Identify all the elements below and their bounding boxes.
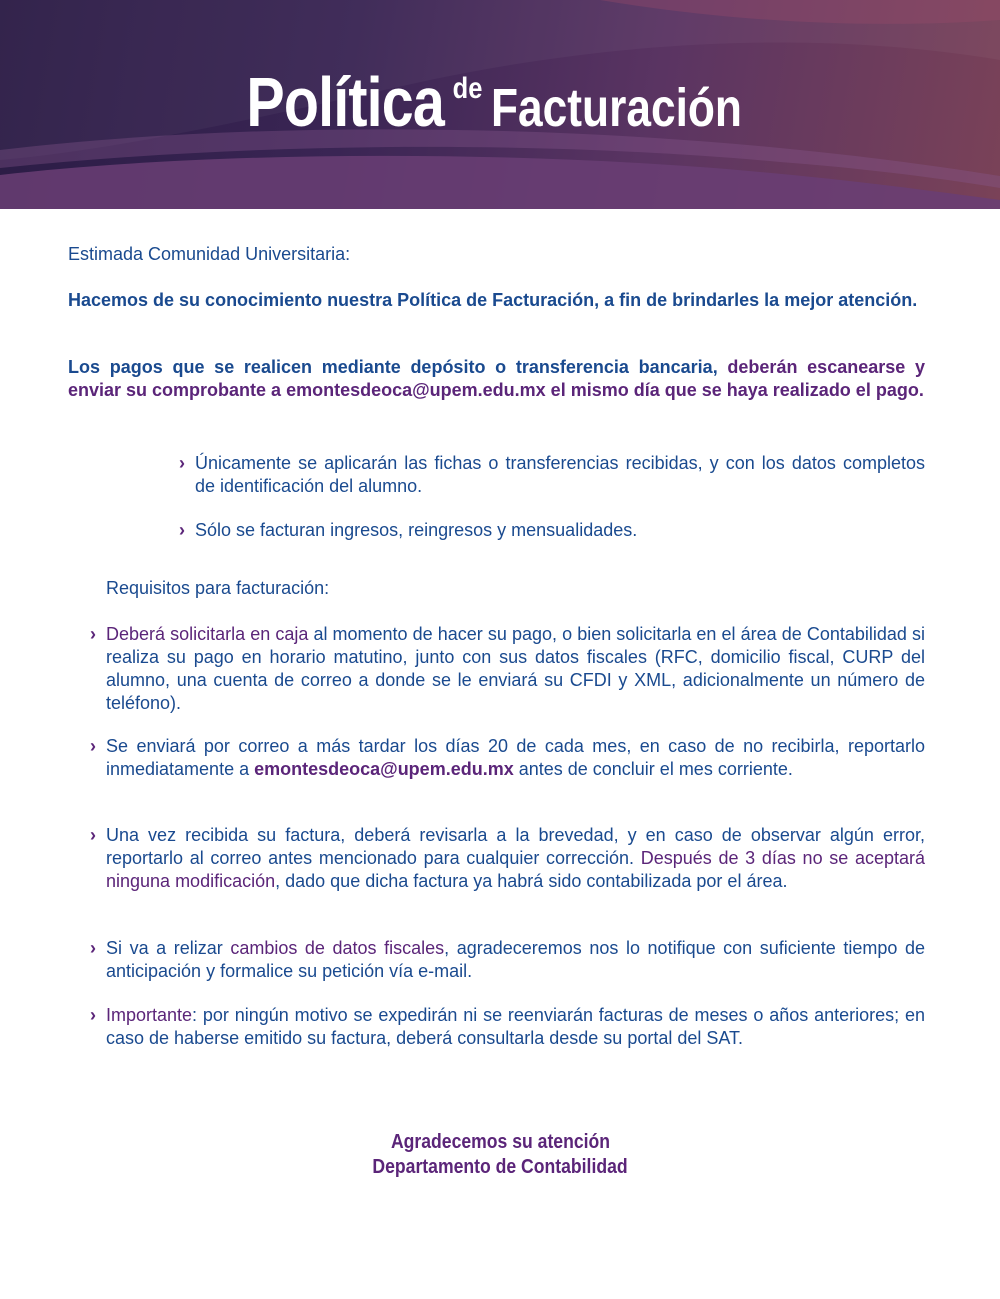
requirement-body: Si va a relizar [106, 938, 231, 958]
requirement-highlight: Después de 3 días no se aceptará ninguna modificación [106, 848, 926, 891]
list-item-text: Sólo se facturan ingresos, reingresos y mensualidades. [195, 520, 638, 540]
title-part-1: Política [245, 63, 444, 141]
requirement-item [90, 623, 925, 715]
footer [0, 1130, 1000, 1180]
page-title [0, 62, 1000, 142]
requirement-text [106, 1004, 925, 1050]
chevron-right-icon: › [179, 520, 185, 540]
requirement-highlight: Deberá solicitarla en caja [106, 624, 309, 644]
requirement-text [106, 937, 925, 983]
requirement-item [90, 824, 925, 893]
requirement-item [90, 937, 925, 983]
payments-paragraph [68, 356, 925, 402]
payments-highlight: deberán escanearse y enviar su comprobante a emontesdeoca@upem.edu.mx el mismo día que se haya realizado el pago. [68, 357, 925, 400]
list-item-text: Únicamente se aplicarán las fichas o transferencias recibidas, y con los datos completos de identificación del alumno. [195, 453, 925, 496]
requirement-item [90, 1004, 925, 1050]
list-item [179, 519, 925, 542]
requirement-text [106, 824, 925, 893]
intro-paragraph: Hacemos de su conocimiento nuestra Política de Facturación, a fin de brindarles la mejor atención. [68, 290, 918, 310]
chevron-right-icon: › [90, 825, 96, 845]
requirement-body: al momento de hacer su pago, o bien solicitarla en el área de Contabilidad si realiza su pago en horario matutino, junto con sus datos fiscales (RFC, domicilio fiscal, CURP del alumno, una cuenta de correo a donde se le enviará su CFDI y XML, adicionalmente un número de teléfono). [106, 624, 925, 713]
footer-line-2: Departamento de Contabilidad [372, 1156, 628, 1178]
list-item [179, 452, 925, 498]
footer-line-1: Agradecemos su atención [390, 1131, 610, 1153]
requirement-body: Se enviará por correo a más tardar los días 20 de cada mes, en caso de no recibirla, reportarlo inmediatamente a [106, 736, 925, 779]
chevron-right-icon: › [90, 736, 96, 756]
requirement-body-end: , agradeceremos nos lo notifique con suficiente tiempo de anticipación y formalice su petición vía e-mail. [106, 938, 925, 981]
requirements-title: Requisitos para facturación: [106, 578, 330, 598]
header-banner [0, 0, 1000, 209]
requirement-body-end: antes de concluir el mes corriente. [513, 759, 793, 779]
requirement-body: Una vez recibida su factura, deberá revisarla a la brevedad, y en caso de observar algún error, reportarlo al correo antes mencionado para cualquier corrección. [106, 825, 925, 868]
chevron-right-icon: › [179, 453, 185, 473]
chevron-right-icon: › [90, 624, 96, 644]
email-link[interactable]: emontesdeoca@upem.edu.mx [254, 759, 514, 779]
requirement-item [90, 735, 925, 781]
requirement-body-end: , dado que dicha factura ya habrá sido contabilizada por el área. [275, 871, 788, 891]
requirement-text [106, 735, 925, 781]
title-part-3: Facturación [491, 78, 743, 138]
payments-text: Los pagos que se realicen mediante depósito o transferencia bancaria, [68, 357, 728, 377]
requirement-body-end: : por ningún motivo se expedirán ni se reenviarán facturas de meses o años anteriores; en caso de haberse emitido su factura, deberá consultarla desde su portal del SAT. [106, 1005, 925, 1048]
chevron-right-icon: › [90, 938, 96, 958]
title-part-2: de [452, 72, 483, 105]
requirement-highlight: cambios de datos fiscales [230, 938, 445, 958]
requirement-text [106, 623, 925, 715]
greeting: Estimada Comunidad Universitaria: [68, 244, 351, 264]
chevron-right-icon: › [90, 1005, 96, 1025]
requirement-highlight: Importante [106, 1005, 193, 1025]
